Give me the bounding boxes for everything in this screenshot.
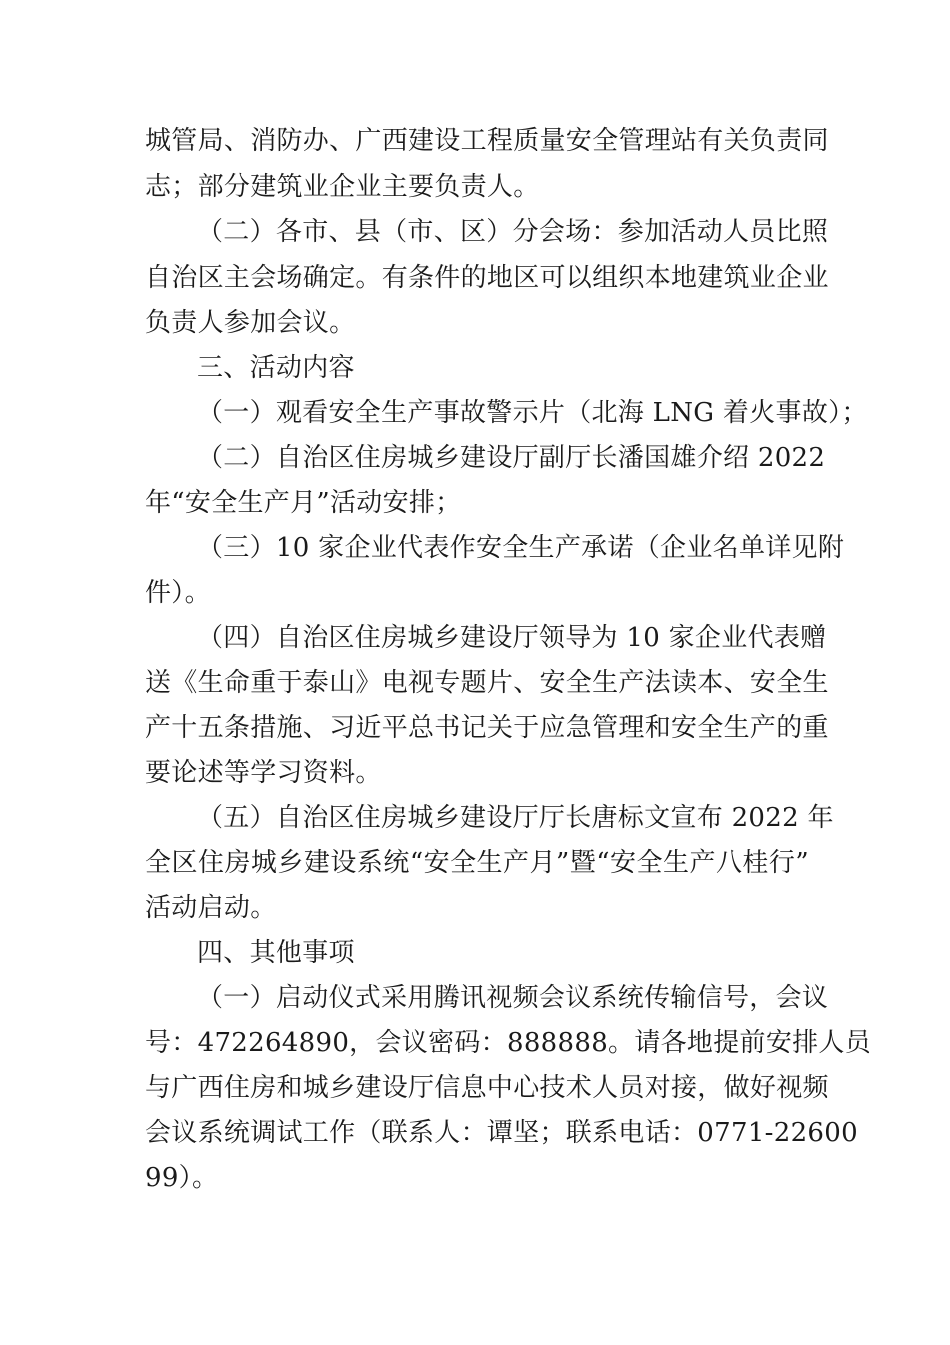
text-line: 与广西住房和城乡建设厅信息中心技术人员对接，做好视频 [145, 1073, 829, 1103]
text-line: 志；部分建筑业企业主要负责人。 [145, 172, 540, 202]
section-heading: 三、活动内容 [197, 353, 355, 383]
text-line: （一）启动仪式采用腾讯视频会议系统传输信号，会议 [197, 983, 829, 1013]
text-line: 要论述等学习资料。 [145, 758, 382, 788]
text-line: 产十五条措施、习近平总书记关于应急管理和安全生产的重 [145, 713, 829, 743]
text-line: 自治区主会场确定。有条件的地区可以组织本地建筑业企业 [145, 263, 829, 293]
text-line: （一）观看安全生产事故警示片（北海 LNG 着火事故）； [197, 398, 868, 428]
text-line: 活动启动。 [145, 893, 277, 923]
text-line: 件）。 [145, 578, 211, 608]
text-line: 年“安全生产月”活动安排； [145, 488, 462, 518]
text-line: （二）自治区住房城乡建设厅副厅长潘国雄介绍 2022 [197, 443, 826, 473]
text-line: （五）自治区住房城乡建设厅厅长唐标文宣布 2022 年 [197, 803, 834, 833]
text-line: （二）各市、县（市、区）分会场：参加活动人员比照 [197, 217, 829, 247]
text-line: （四）自治区住房城乡建设厅领导为 10 家企业代表赠 [197, 623, 827, 653]
text-line: 号：472264890，会议密码：888888。请各地提前安排人员 [145, 1028, 872, 1058]
text-line: 99）。 [145, 1163, 219, 1193]
text-line: 会议系统调试工作（联系人：谭坚；联系电话：0771-22600 [145, 1118, 858, 1148]
text-line: 送《生命重于泰山》电视专题片、安全生产法读本、安全生 [145, 668, 829, 698]
text-line: 负责人参加会议。 [145, 308, 356, 338]
text-line: 城管局、消防办、广西建设工程质量安全管理站有关负责同 [145, 126, 829, 156]
section-heading: 四、其他事项 [197, 938, 355, 968]
text-line: （三）10 家企业代表作安全生产承诺（企业名单详见附 [197, 533, 845, 563]
text-line: 全区住房城乡建设系统“安全生产月”暨“安全生产八桂行” [145, 848, 809, 878]
